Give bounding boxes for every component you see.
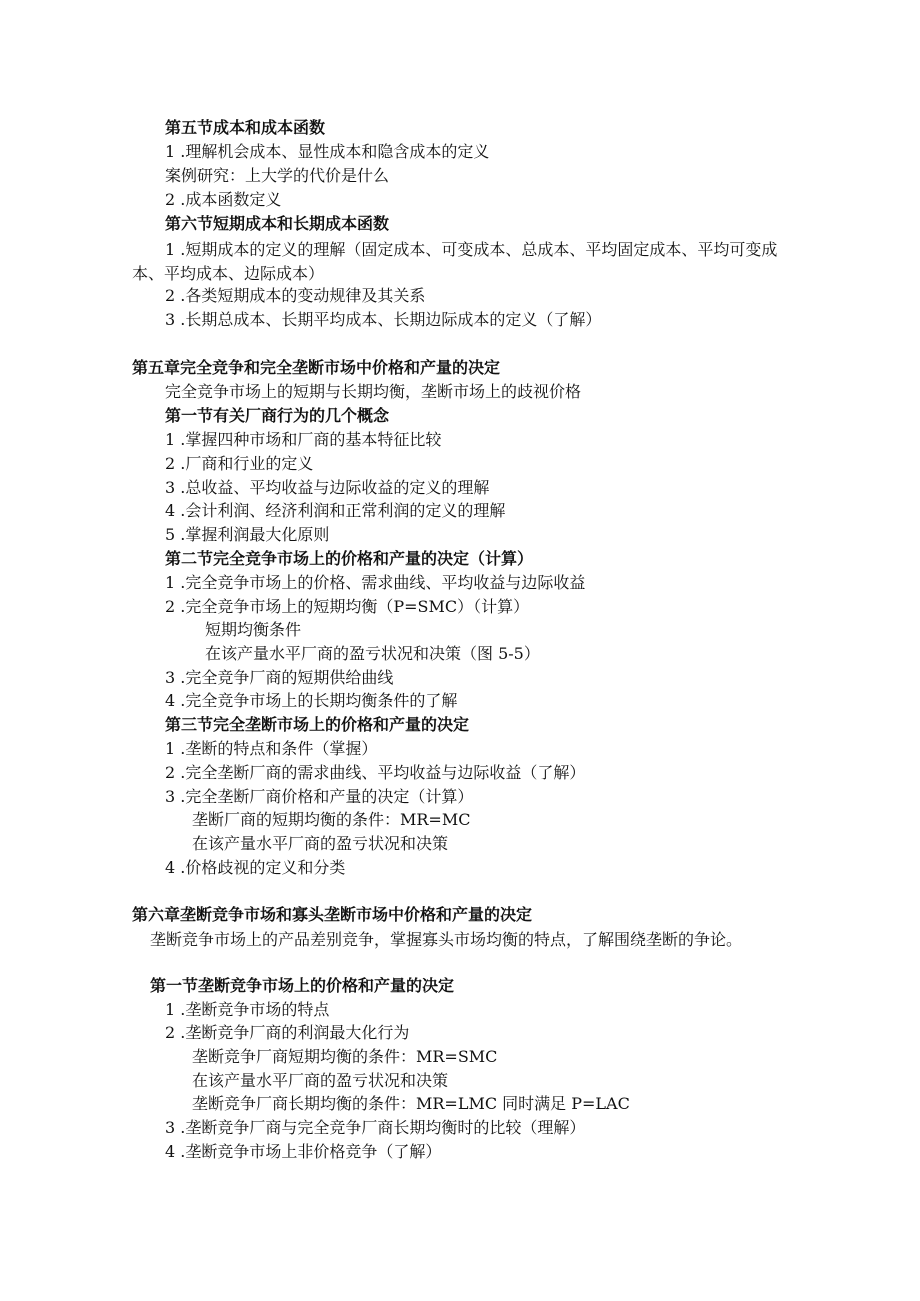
sub-item: 在该产量水平厂商的盈亏状况和决策 xyxy=(192,1071,449,1090)
section-title: 第三节完全垄断市场上的价格和产量的决定 xyxy=(165,715,470,734)
sub-item: 在该产量水平厂商的盈亏状况和决策 xyxy=(192,834,449,853)
list-item: 3 .完全竞争厂商的短期供给曲线 xyxy=(165,668,394,687)
list-item: 4 .会计利润、经济利润和正常利润的定义的理解 xyxy=(165,501,506,520)
list-item: 3 .完全垄断厂商价格和产量的决定（计算） xyxy=(165,787,474,806)
chapter-intro: 完全竞争市场上的短期与长期均衡，垄断市场上的歧视价格 xyxy=(165,382,582,401)
sub-item: 垄断竞争厂商长期均衡的条件：MR=LMC 同时满足 P=LAC xyxy=(192,1094,630,1113)
section-title: 第一节垄断竞争市场上的价格和产量的决定 xyxy=(150,976,455,995)
list-item: 2 .完全垄断厂商的需求曲线、平均收益与边际收益（了解） xyxy=(165,763,586,782)
sub-item: 垄断竞争厂商短期均衡的条件：MR=SMC xyxy=(192,1047,498,1066)
list-item: 2 .各类短期成本的变动规律及其关系 xyxy=(165,286,426,305)
list-item: 2 .厂商和行业的定义 xyxy=(165,454,314,473)
list-item: 2 .垄断竞争厂商的利润最大化行为 xyxy=(165,1023,410,1042)
chapter-intro: 垄断竞争市场上的产品差别竞争，掌握寡头市场均衡的特点，了解围绕垄断的争论。 xyxy=(150,930,743,949)
list-item: 2 .成本函数定义 xyxy=(165,190,282,209)
list-item: 2 .完全竞争市场上的短期均衡（P=SMC）（计算） xyxy=(165,597,530,616)
chapter-title: 第五章完全竞争和完全垄断市场中价格和产量的决定 xyxy=(132,358,501,377)
list-item: 3 .垄断竞争厂商与完全竞争厂商长期均衡时的比较（理解） xyxy=(165,1118,586,1137)
list-item: 3 .总收益、平均收益与边际收益的定义的理解 xyxy=(165,478,490,497)
list-item: 1 .垄断竞争市场的特点 xyxy=(165,1000,330,1019)
sub-item: 短期均衡条件 xyxy=(205,620,302,639)
section-title-short-long-cost: 第六节短期成本和长期成本函数 xyxy=(165,214,390,233)
chapter-title: 第六章垄断竞争市场和寡头垄断市场中价格和产量的决定 xyxy=(132,905,533,924)
list-item: 5 .掌握利润最大化原则 xyxy=(165,525,330,544)
case-study-line: 案例研究：上大学的代价是什么 xyxy=(165,166,390,185)
list-item: 1 .短期成本的定义的理解（固定成本、可变成本、总成本、平均固定成本、平均可变成本、平均成本、边际成本） xyxy=(132,240,778,283)
section-title-cost: 第五节成本和成本函数 xyxy=(165,118,326,137)
list-item: 4 .完全竞争市场上的长期均衡条件的了解 xyxy=(165,691,458,710)
section-title: 第二节完全竞争市场上的价格和产量的决定（计算） xyxy=(165,549,534,568)
list-item: 1 .掌握四种市场和厂商的基本特征比较 xyxy=(165,430,442,449)
sub-item: 垄断厂商的短期均衡的条件：MR=MC xyxy=(192,810,471,829)
list-item: 4 .垄断竞争市场上非价格竞争（了解） xyxy=(165,1142,442,1161)
list-item: 1 .理解机会成本、显性成本和隐含成本的定义 xyxy=(165,142,490,161)
sub-item: 在该产量水平厂商的盈亏状况和决策（图 5-5） xyxy=(205,644,540,663)
list-item: 4 .价格歧视的定义和分类 xyxy=(165,858,346,877)
list-item: 1 .垄断的特点和条件（掌握） xyxy=(165,739,378,758)
list-item: 1 .完全竞争市场上的价格、需求曲线、平均收益与边际收益 xyxy=(165,573,586,592)
section-title: 第一节有关厂商行为的几个概念 xyxy=(165,406,390,425)
list-item: 3 .长期总成本、长期平均成本、长期边际成本的定义（了解） xyxy=(165,310,602,329)
